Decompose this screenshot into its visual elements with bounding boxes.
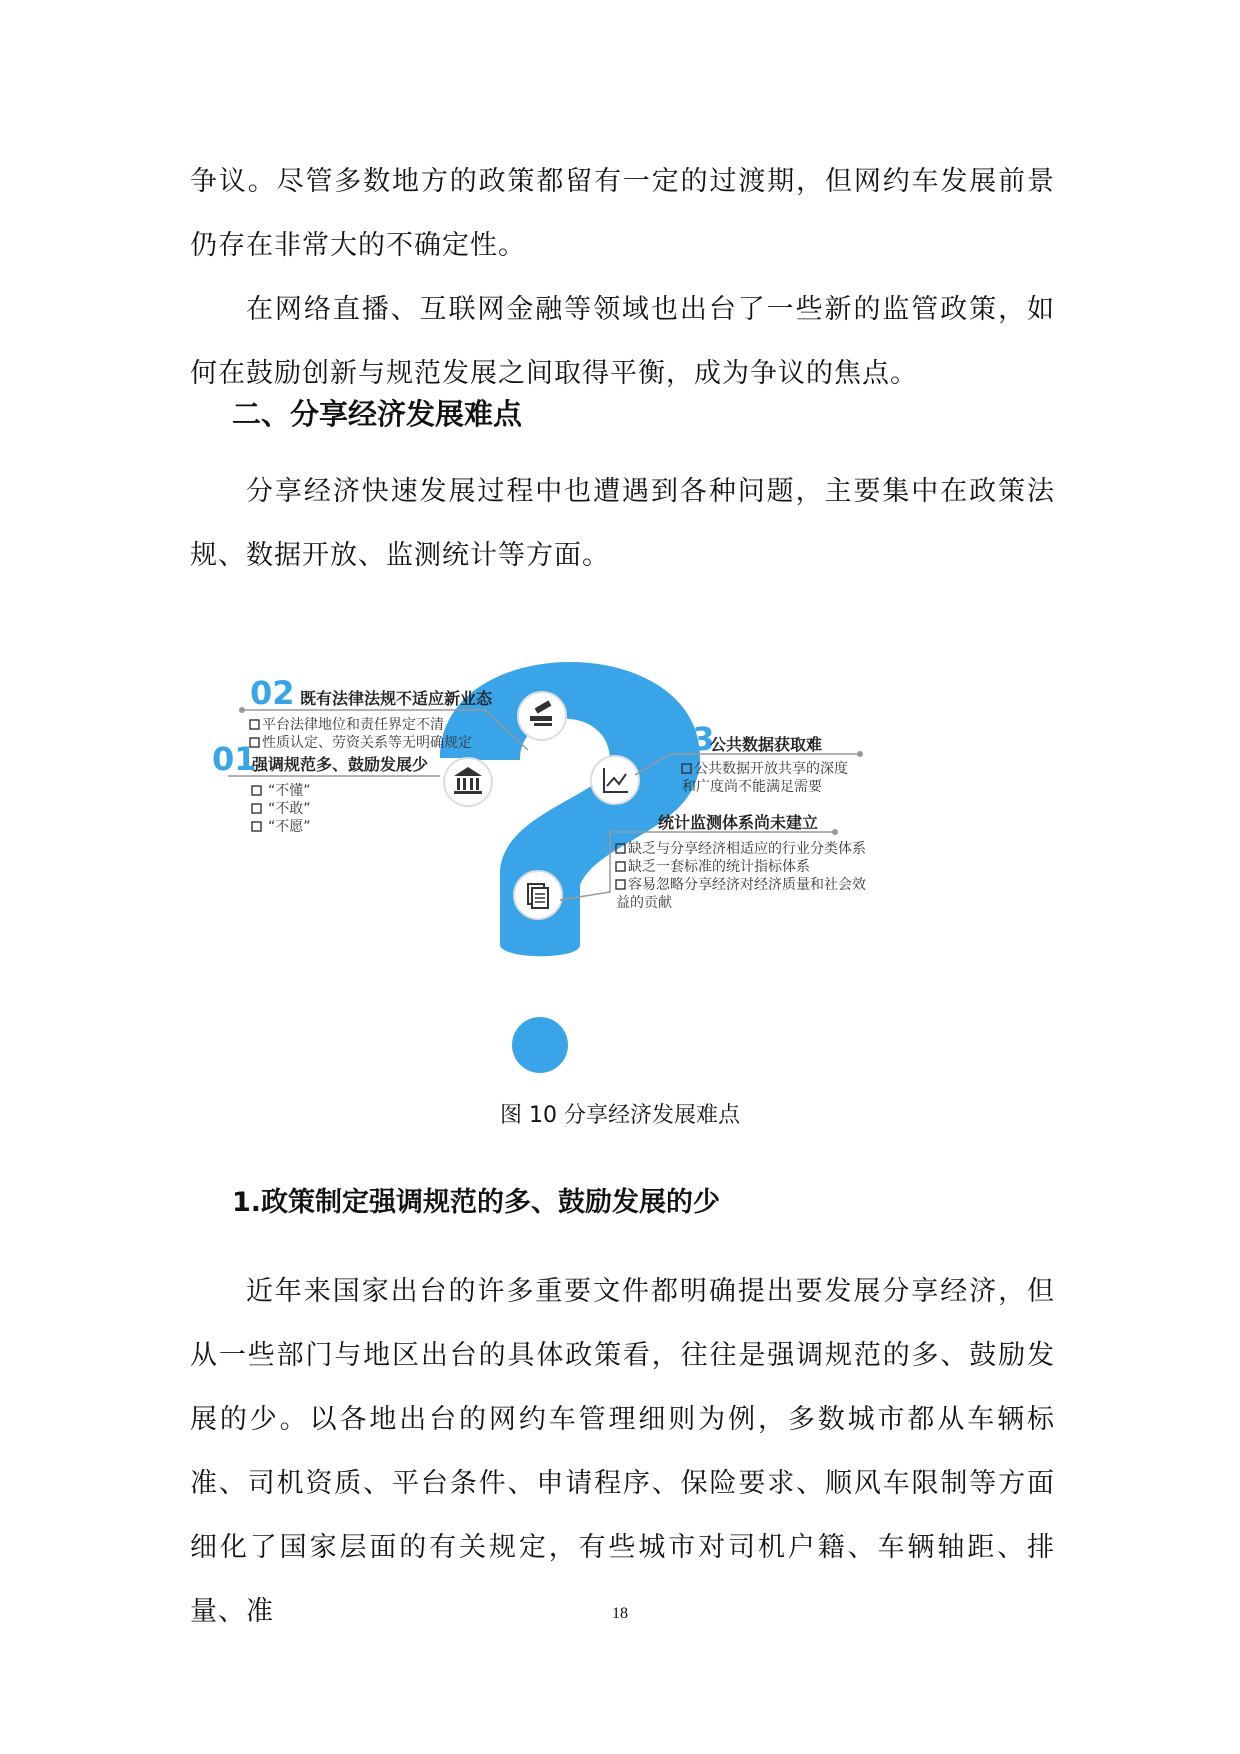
paragraph-intro: 分享经济快速发展过程中也遭遇到各种问题，主要集中在政策法规、数据开放、监测统计等方面。: [190, 476, 1055, 571]
bank-icon: [444, 758, 492, 806]
item-04-point: 缺乏与分享经济相适应的行业分类体系: [628, 841, 866, 857]
item-03-point: 和广度尚不能满足需要: [682, 779, 822, 795]
item-04-point: 容易忽略分享经济对经济质量和社会效: [628, 877, 866, 893]
item-04-point: 益的贡献: [616, 895, 672, 911]
page-number: 18: [612, 1605, 628, 1622]
paragraph-regulation: 在网络直播、互联网金融等领域也出台了一些新的监管政策，如何在鼓励创新与规范发展之间取得平衡，成为争议的焦点。: [190, 294, 1055, 389]
item-01-point: “不愿”: [268, 819, 311, 835]
question-mark-dot: [512, 1017, 568, 1073]
figure-difficulties: [212, 650, 1010, 1090]
item-01-title: 强调规范多、鼓励发展少: [252, 755, 429, 774]
section-heading: 二、分享经济发展难点: [232, 397, 523, 431]
paragraph-continued: 争议。尽管多数地方的政策都留有一定的过渡期，但网约车发展前景仍存在非常大的不确定性。: [190, 166, 1055, 261]
document-icon: [514, 871, 562, 919]
chart-icon: [591, 756, 639, 804]
item-02-point: 性质认定、劳资关系等无明确规定: [262, 735, 472, 751]
item-02-number: 02: [250, 674, 295, 712]
item-01-number: 01: [212, 740, 257, 778]
item-02-point: 平台法律地位和责任界定不清: [262, 717, 444, 733]
gavel-icon: [518, 692, 566, 740]
item-04-point: 缺乏一套标准的统计指标体系: [628, 859, 810, 875]
item-02-title: 既有法律法规不适应新业态: [300, 689, 493, 708]
item-04-title: 统计监测体系尚未建立: [658, 813, 819, 832]
figure-caption: 图 10 分享经济发展难点: [500, 1103, 740, 1128]
item-03-point: 公共数据开放共享的深度: [694, 761, 848, 777]
item-01-point: “不懂”: [268, 783, 311, 799]
item-03-number: 03: [670, 720, 715, 758]
paragraph-policy: 近年来国家出台的许多重要文件都明确提出要发展分享经济，但从一些部门与地区出台的具体政策看，往往是强调规范的多、鼓励发展的少。以各地出台的网约车管理细则为例，多数城市都从车辆标准、司机资质、平台条件、申请程序、保险要求、顺风车限制等方面细化了国家层面的有关规定，有些城市对司机户籍、车辆轴距、排量、准: [190, 1276, 1055, 1627]
item-04-number: 04: [608, 798, 653, 836]
subsection-heading: 1.政策制定强调规范的多、鼓励发展的少: [232, 1187, 721, 1218]
item-01-point: “不敢”: [268, 801, 311, 817]
item-03-title: 公共数据获取难: [710, 735, 823, 754]
